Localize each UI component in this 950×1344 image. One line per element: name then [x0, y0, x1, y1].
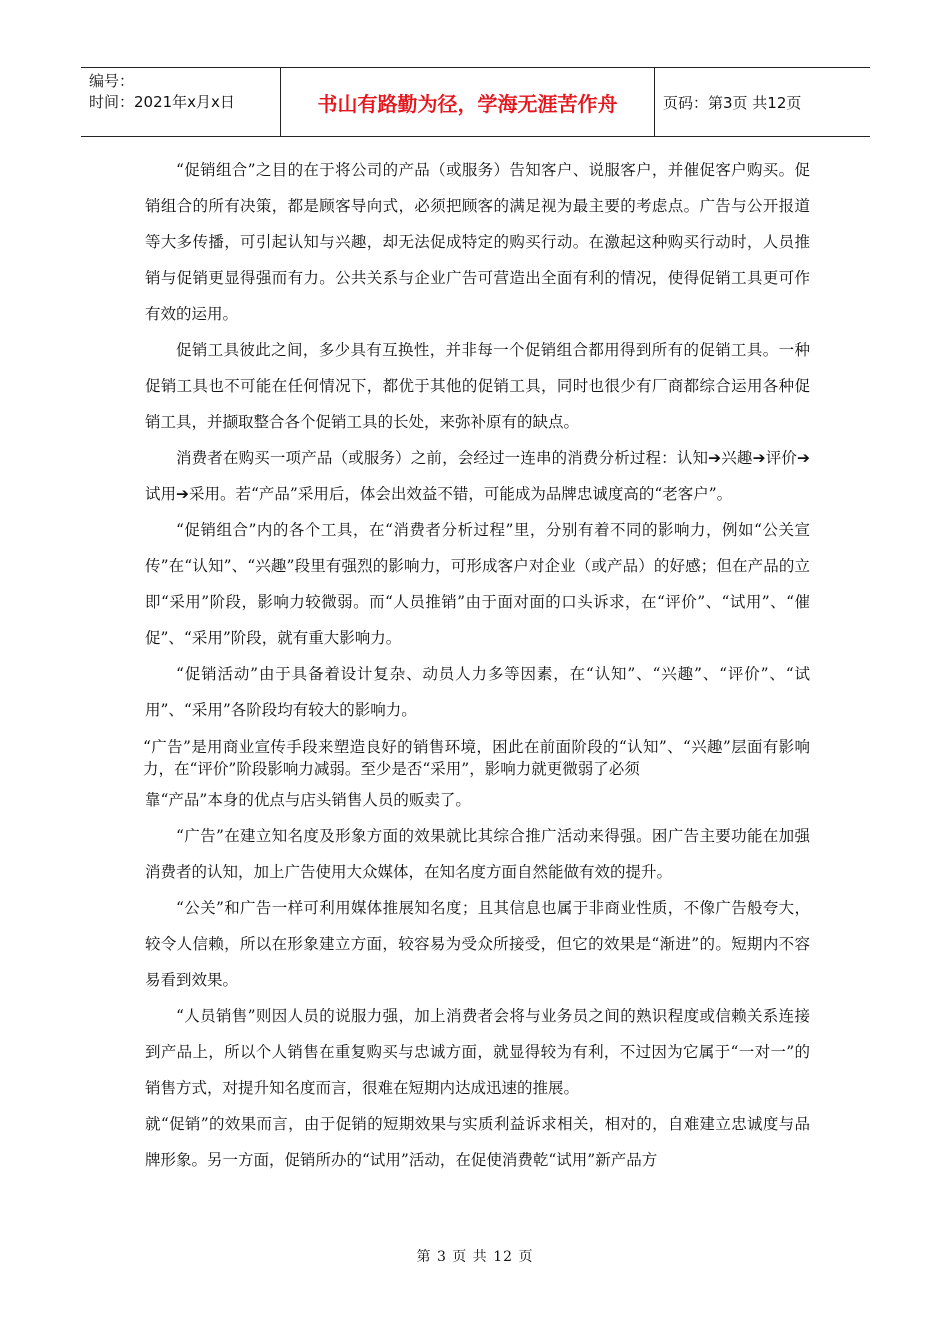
page-footer: 第 3 页 共 12 页: [416, 1249, 534, 1265]
paragraph-6: “广告”是用商业宣传手段来塑造良好的销售环境，困此在前面阶段的“认知”、“兴趣”层面有影响力，在“评价”阶段影响力减弱。至少是否“采用”，影响力就更微弱了必须: [143, 738, 810, 778]
paragraph-8: “广告”在建立知名度及形象方面的效果就比其综合推广活动来得强。困广告主要功能在加强消费者的认知，加上广告使用大众媒体，在知名度方面自然能做有效的提升。: [145, 827, 810, 881]
header-page-info: 页码：第3页 共12页: [663, 93, 802, 112]
page-header: [81, 67, 870, 137]
header-motto: 书山有路勤为径，学海无涯苦作舟: [281, 68, 655, 136]
document-time: 时间：2021年x月x日: [89, 93, 235, 111]
document-body: [145, 152, 810, 1178]
paragraph-2: 促销工具彼此之间，多少具有互换性，并非每一个促销组合都用得到所有的促销工具。一种促销工具也不可能在任何情况下，都优于其他的促销工具，同时也很少有厂商都综合运用各种促销工具，并撷取整合各个促销工具的长处，来弥补原有的缺点。: [145, 341, 810, 431]
paragraph-3: 消费者在购买一项产品（或服务）之前，会经过一连串的消费分析过程：认知➔兴趣➔评价➔试用➔采用。若“产品”采用后，体会出效益不错，可能成为品牌忠诚度高的“老客户”。: [145, 449, 810, 503]
paragraph-11: 就“促销”的效果而言，由于促销的短期效果与实质利益诉求相关，相对的，自难建立忠诚度与品牌形象。另一方面，促销所办的“试用”活动，在促使消费乾“试用”新产品方: [145, 1115, 810, 1169]
paragraph-9: “公关”和广告一样可利用媒体推展知名度；且其信息也属于非商业性质，不像广告般夸大，较令人信赖，所以在形象建立方面，较容易为受众所接受，但它的效果是“渐进”的。短期内不容易看到效果。: [145, 899, 810, 989]
document-number-label: 编号：: [89, 72, 135, 90]
paragraph-10: “人员销售”则因人员的说服力强，加上消费者会将与业务员之间的熟识程度或信赖关系连接到产品上，所以个人销售在重复购买与忠诚方面，就显得较为有利，不过因为它属于“一对一”的销售方式，对提升知名度而言，很难在短期内达成迅速的推展。: [145, 1007, 810, 1097]
paragraph-1: “促销组合”之目的在于将公司的产品（或服务）告知客户、说服客户，并催促客户购买。促销组合的所有决策，都是顾客导向式，必须把顾客的满足视为最主要的考虑点。广告与公开报道等大多传播，可引起认知与兴趣，却无法促成特定的购买行动。在激起这种购买行动时，人员推销与促销更显得强而有力。公共关系与企业广告可营造出全面有利的情况，使得促销工具更可作有效的运用。: [145, 161, 810, 323]
header-meta: [81, 68, 281, 136]
paragraph-7: 靠“产品”本身的优点与店头销售人员的贩卖了。: [145, 791, 471, 809]
paragraph-5: “促销活动”由于具备着设计复杂、动员人力多等因素，在“认知”、“兴趣”、“评价”、“试用”、“采用”各阶段均有较大的影响力。: [145, 665, 810, 719]
paragraph-4: “促销组合”内的各个工具，在“消费者分析过程”里，分别有着不同的影响力，例如“公关宣传”在“认知”、“兴趣”段里有强烈的影响力，可形成客户对企业（或产品）的好感；但在产品的立即“采用”阶段，影响力较微弱。而“人员推销”由于面对面的口头诉求，在“评价”、“试用”、“催促”、“采用”阶段，就有重大影响力。: [145, 521, 810, 647]
